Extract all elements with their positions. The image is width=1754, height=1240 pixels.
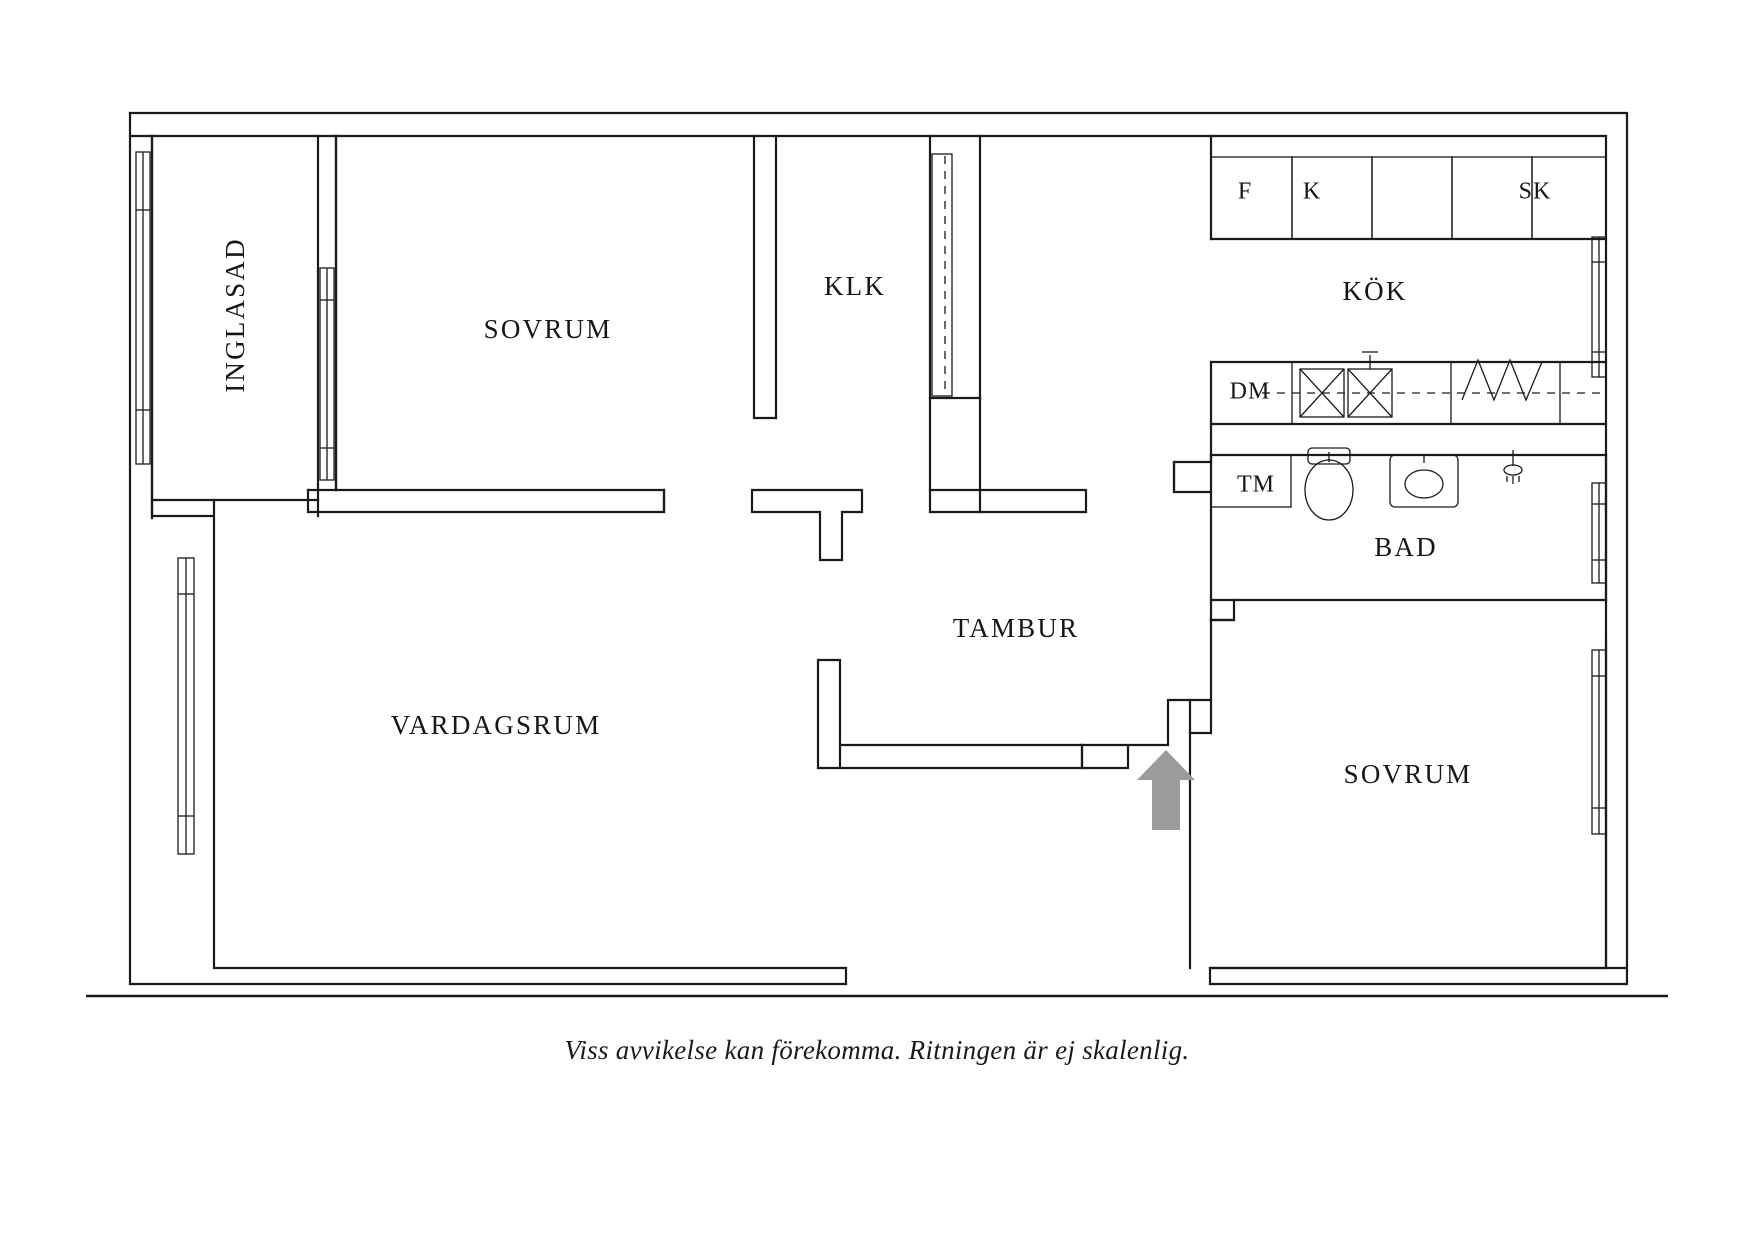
label-klk: KLK [823,271,887,302]
toilet-icon [1305,448,1353,520]
label-vardagsrum: VARDAGSRUM [390,710,602,741]
window-balcony-interior [320,268,334,480]
room-klk-walls [752,136,1086,560]
appliance-labels [1230,179,1552,498]
stove-icon [1462,360,1542,400]
label-sovrum-top: SOVRUM [483,314,613,345]
label-bad: BAD [1374,532,1438,563]
label-fridge: F [1237,178,1253,205]
hall-tambur-walls [818,660,1190,768]
label-tambur: TAMBUR [952,613,1080,644]
window-balcony-west [136,152,150,464]
label-dishwasher: DM [1229,378,1271,405]
window-bedroom-east [1592,650,1606,834]
label-inglasad: INGLASAD [220,237,251,393]
window-bath-east [1592,483,1606,583]
entrance-arrow [1137,750,1195,830]
disclaimer-text: Viss avvikelse kan förekomma. Ritningen är ej skalenlig. [564,1035,1190,1065]
label-freezer: K [1302,178,1322,205]
room-sovrum-low-walls [1190,620,1606,968]
washbasin-icon [1390,455,1458,507]
room-labels [220,237,1472,789]
window-livingroom-west [178,558,194,854]
label-sovrum-low: SOVRUM [1343,759,1473,790]
label-tumbledryer: TM [1237,471,1275,498]
label-kok: KÖK [1342,276,1408,307]
window-kitchen-east [1592,237,1606,377]
sliding-door-klk [932,154,952,396]
label-cabinet: SK [1518,178,1552,205]
room-bad-walls [1174,424,1606,620]
